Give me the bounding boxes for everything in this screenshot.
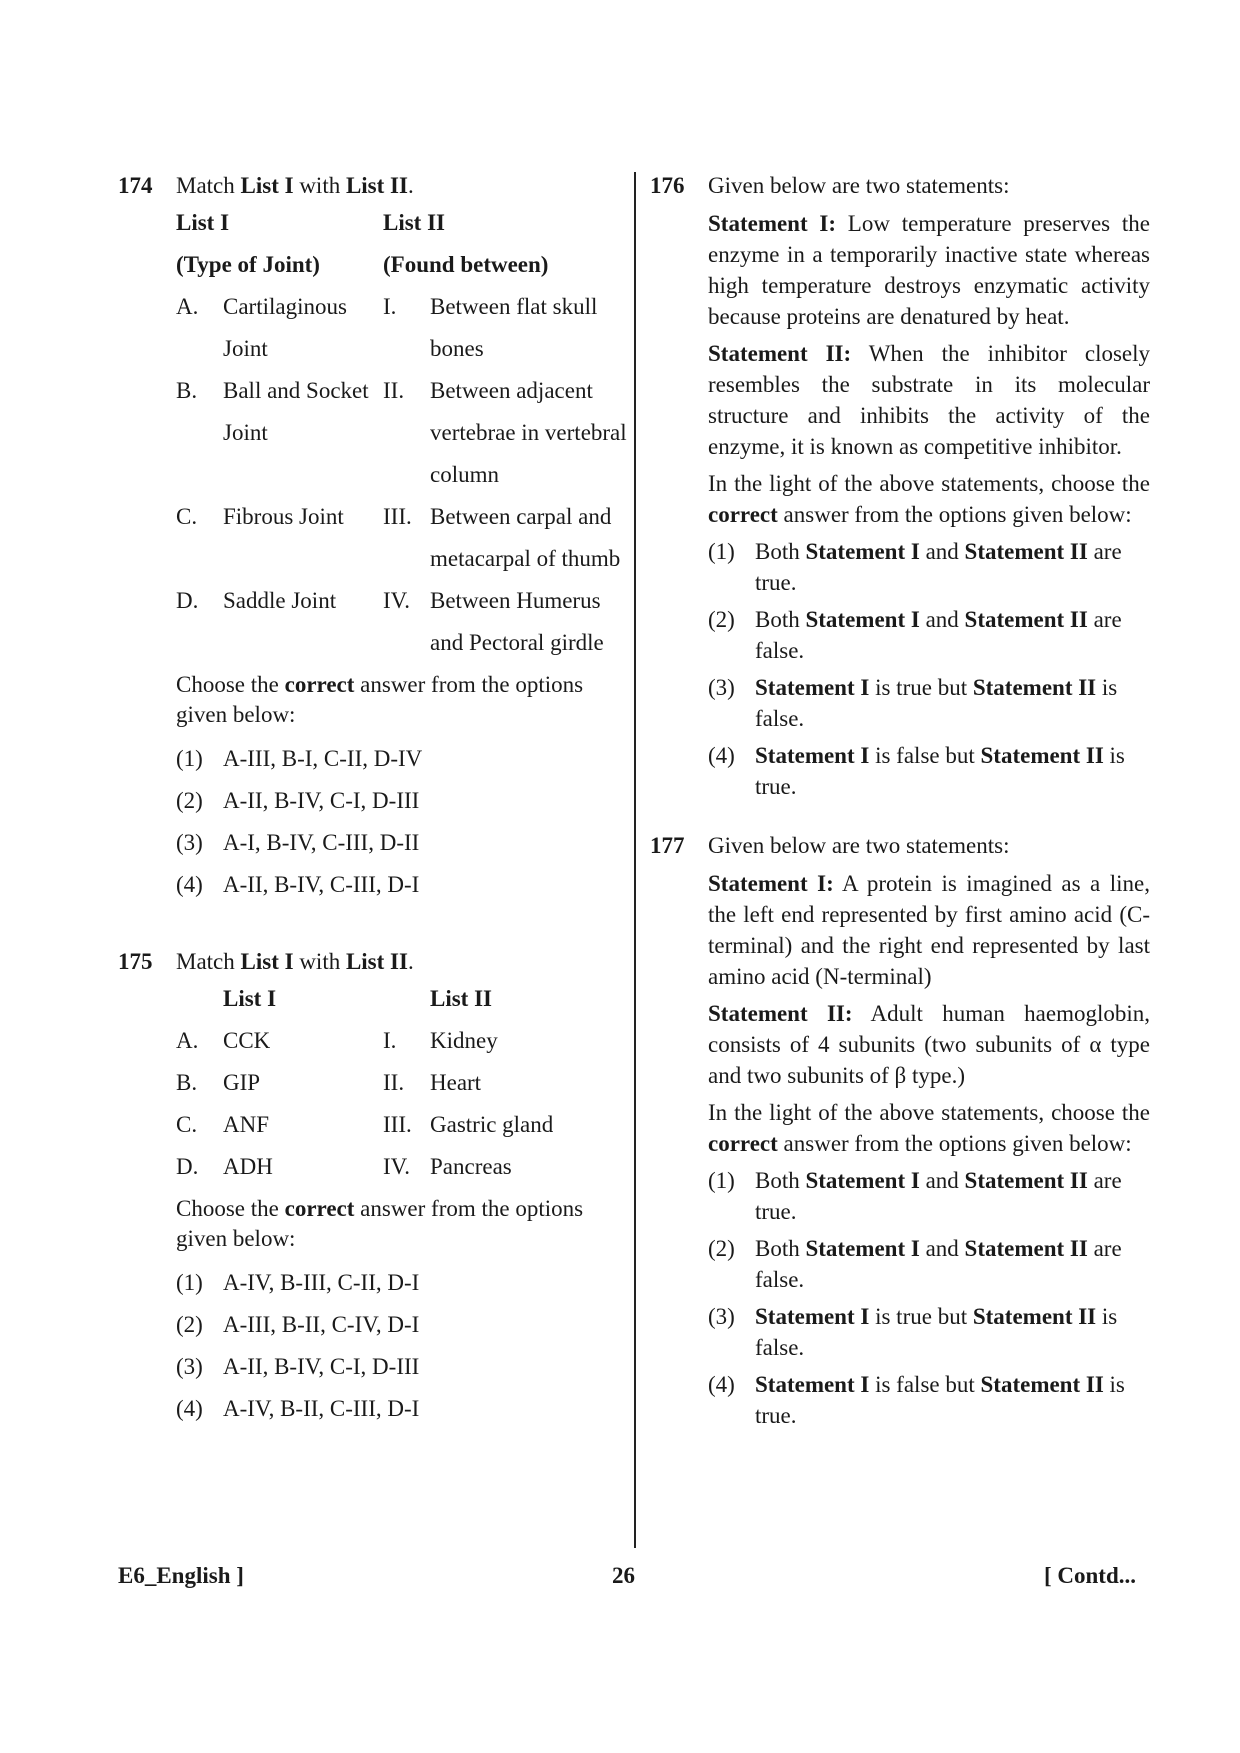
statement-2: Statement II: Adult human haemoglobin, consists of 4 subunits (two subunits of α type and two subunits of β type.) [708,1001,1150,1088]
statement-1: Statement I: A protein is imagined as a line, the left end represented by first amino acid (C-terminal) and the right end represented by last amino acid (N-terminal) [708,871,1150,989]
option-3[interactable]: (3) A-II, B-IV, C-I, D-III [176,1354,420,1379]
option-1[interactable]: (1) Both Statement I and Statement II are true. [708,539,1122,595]
table-row: D. Saddle Joint IV. Between Humerus and Pectoral girdle [176,588,604,655]
list-1-heading: List I [176,210,230,235]
right-column [650,172,1150,1437]
table-row: B. GIP II. Heart [176,1070,482,1095]
question-intro: Given below are two statements: [708,173,1010,198]
option-3[interactable]: (3) A-I, B-IV, C-III, D-II [176,830,420,855]
option-3[interactable]: (3) Statement I is true but Statement II is false. [708,1304,1118,1360]
statement-2: Statement II: When the inhibitor closely resembles the substrate in its molecular structure and inhibits the activity of the enzyme, it is known as competitive inhibitor. [708,341,1151,459]
question-number: 177 [650,833,685,858]
list-1-subheading: (Type of Joint) [176,252,320,277]
column-divider [634,172,636,1548]
list-2-subheading: (Found between) [383,252,549,277]
option-1[interactable]: (1) A-IV, B-III, C-II, D-I [176,1270,420,1295]
table-row: C. Fibrous Joint III. Between carpal and metacarpal of thumb [176,504,621,571]
question-number: 176 [650,173,685,198]
option-2[interactable]: (2) Both Statement I and Statement II are false. [708,1236,1122,1292]
question-175 [118,948,628,1430]
option-2[interactable]: (2) A-II, B-IV, C-I, D-III [176,788,420,813]
option-1[interactable]: (1) A-III, B-I, C-II, D-IV [176,746,423,771]
option-2[interactable]: (2) Both Statement I and Statement II are false. [708,607,1122,663]
option-4[interactable]: (4) A-II, B-IV, C-III, D-I [176,872,420,897]
question-intro: Given below are two statements: [708,833,1010,858]
choose-instruction: In the light of the above statements, choose the correct answer from the options given below: [708,1100,1150,1156]
option-3[interactable]: (3) Statement I is true but Statement II is false. [708,675,1118,731]
footer-code: E6_English ] [118,1563,244,1588]
question-intro: Match List I with List II. [176,173,414,198]
match-table [176,202,628,664]
question-number: 174 [118,173,153,198]
option-4[interactable]: (4) Statement I is false but Statement II is true. [708,743,1125,799]
question-174 [118,172,628,906]
options-list [176,1262,628,1430]
table-row: C. ANF III. Gastric gland [176,1112,554,1137]
choose-instruction: Choose the correct answer from the options given below: [176,1196,584,1251]
question-176 [650,172,1150,802]
table-row: A. Cartilaginous Joint I. Between flat skull bones [176,294,598,361]
page-number: 26 [612,1563,635,1588]
question-intro: Match List I with List II. [176,949,414,974]
option-2[interactable]: (2) A-III, B-II, C-IV, D-I [176,1312,420,1337]
option-4[interactable]: (4) A-IV, B-II, C-III, D-I [176,1396,420,1421]
question-number: 175 [118,949,153,974]
list-2-heading: List II [383,210,445,235]
list-2-heading: List II [430,986,492,1011]
options-list [176,738,628,906]
option-4[interactable]: (4) Statement I is false but Statement II is true. [708,1372,1125,1428]
options-list [708,1165,1150,1431]
list-1-heading: List I [223,986,277,1011]
table-row: D. ADH IV. Pancreas [176,1154,512,1179]
options-list [708,536,1150,802]
table-row: A. CCK I. Kidney [176,1028,498,1053]
table-row: B. Ball and Socket Joint II. Between adjacent vertebrae in vertebral column [176,378,627,487]
question-177 [650,832,1150,1431]
choose-instruction: Choose the correct answer from the options given below: [176,672,584,727]
match-table [176,978,628,1188]
statement-1: Statement I: Low temperature preserves the enzyme in a temporarily inactive state whereas high temperature destroys enzymatic activity because proteins are denatured by heat. [708,211,1150,329]
footer-contd: [ Contd... [1044,1563,1137,1588]
choose-instruction: In the light of the above statements, choose the correct answer from the options given below: [708,471,1150,527]
left-column [118,172,628,1430]
option-1[interactable]: (1) Both Statement I and Statement II are true. [708,1168,1122,1224]
